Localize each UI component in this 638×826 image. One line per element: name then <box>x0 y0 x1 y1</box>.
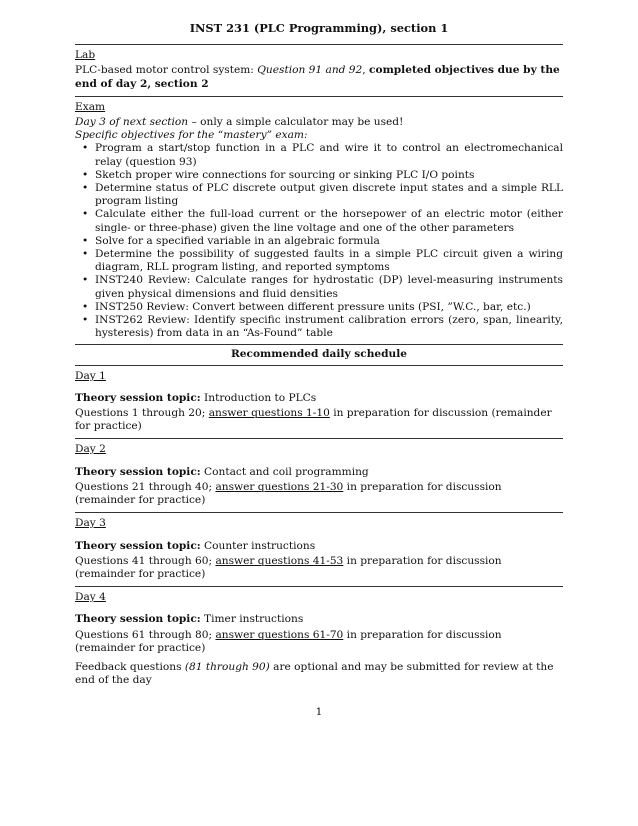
day-block <box>75 512 563 581</box>
day-heading: Day 2 <box>75 443 106 456</box>
day-block <box>75 370 563 434</box>
day-heading: Day 4 <box>75 591 106 604</box>
exam-date: Day 3 of next section <box>75 116 189 129</box>
day-heading: Day 1 <box>75 369 106 382</box>
objective-item: • INST250 Review: Convert between different pressure units (PSI, ”W.C., bar, etc.) <box>95 301 563 314</box>
feedback-note <box>75 661 563 687</box>
answer-questions: answer questions 61-70 <box>215 628 344 641</box>
exam-calculator-note: – only a simple calculator may be used! <box>188 116 404 129</box>
questions-range: Questions 41 through 60; <box>75 554 216 567</box>
document-page <box>75 22 563 687</box>
lab-heading: Lab <box>75 49 96 62</box>
divider <box>75 512 563 513</box>
objectives-list <box>75 142 563 340</box>
questions-note: in preparation for discussion (remainder for practice) <box>75 554 502 580</box>
topic-name: Contact and coil programming <box>200 465 369 478</box>
questions-range: Questions 21 through 40; <box>75 480 216 493</box>
topic-name: Timer instructions <box>200 613 304 626</box>
objective-item: • INST240 Review: Calculate ranges for hydrostatic (DP) level-measuring instruments given physical dimensions and fluid densities <box>95 274 563 300</box>
divider <box>75 96 563 97</box>
topic-name: Introduction to PLCs <box>200 391 317 404</box>
feedback-text: Feedback questions <box>75 660 185 673</box>
questions-range: Questions 1 through 20; <box>75 407 209 420</box>
objective-item: • Sketch proper wire connections for sourcing or sinking PLC I/O points <box>95 169 563 182</box>
objective-item: • Program a start/stop function in a PLC and wire it to control an electromechanical relay (question 93) <box>95 142 563 168</box>
answer-questions: answer questions 1-10 <box>208 407 330 420</box>
topic-label: Theory session topic: <box>75 539 201 552</box>
day-heading: Day 3 <box>75 517 106 530</box>
divider <box>75 365 563 366</box>
lab-questions: Question 91 and 92 <box>257 64 363 77</box>
day-questions <box>75 629 563 655</box>
feedback-range: (81 through 90) <box>184 660 270 673</box>
feedback-text-end: are optional and may be submitted for review at the end of the day <box>75 660 554 687</box>
schedule-days <box>75 370 563 655</box>
divider <box>75 438 563 439</box>
day-questions <box>75 481 563 507</box>
questions-note: in preparation for discussion (remainder for practice) <box>75 628 502 654</box>
lab-text: PLC-based motor control system: <box>75 64 258 77</box>
day-topic <box>75 540 563 553</box>
day-topic <box>75 613 563 626</box>
exam-date-line <box>75 116 563 129</box>
divider <box>75 344 563 345</box>
day-topic <box>75 392 563 405</box>
topic-name: Counter instructions <box>200 539 316 552</box>
day-block <box>75 438 563 507</box>
questions-range: Questions 61 through 80; <box>75 628 216 641</box>
divider <box>75 586 563 587</box>
objective-item: • Solve for a specified variable in an algebraic formula <box>95 235 563 248</box>
day-block <box>75 586 563 655</box>
questions-note: in preparation for discussion (remainder for practice) <box>75 480 502 507</box>
topic-label: Theory session topic: <box>75 391 201 404</box>
exam-heading: Exam <box>75 100 106 113</box>
document-title: INST 231 (PLC Programming), section 1 <box>189 21 449 35</box>
lab-description <box>75 64 563 90</box>
divider <box>75 44 563 45</box>
day-questions <box>75 555 563 581</box>
day-topic <box>75 466 563 479</box>
day-questions <box>75 407 563 433</box>
lab-deadline: completed objectives due by the end of day 2, section 2 <box>75 64 560 90</box>
objective-item: • Determine status of PLC discrete output given discrete input states and a simple RLL program listing <box>95 182 563 208</box>
objective-item: • Determine the possibility of suggested faults in a simple PLC circuit given a wiring diagram, RLL program listing, and reported symptoms <box>95 248 563 274</box>
answer-questions: answer questions 21-30 <box>215 480 344 493</box>
objectives-label: Specific objectives for the “mastery” exam: <box>75 129 308 142</box>
topic-label: Theory session topic: <box>75 465 201 478</box>
lab-sep: , <box>362 64 370 77</box>
answer-questions: answer questions 41-53 <box>215 554 344 567</box>
page-number: 1 <box>315 706 323 718</box>
objective-item: • INST262 Review: Identify specific instrument calibration errors (zero, span, linearity, hysteresis) from data in an “As-Found” table <box>95 314 563 340</box>
objective-item: • Calculate either the full-load current or the horsepower of an electric motor (either single- or three-phase) given the line voltage and one of the other parameters <box>95 208 563 234</box>
schedule-heading: Recommended daily schedule <box>230 348 408 361</box>
questions-note: in preparation for discussion (remainder for practice) <box>75 407 552 433</box>
topic-label: Theory session topic: <box>75 613 201 626</box>
